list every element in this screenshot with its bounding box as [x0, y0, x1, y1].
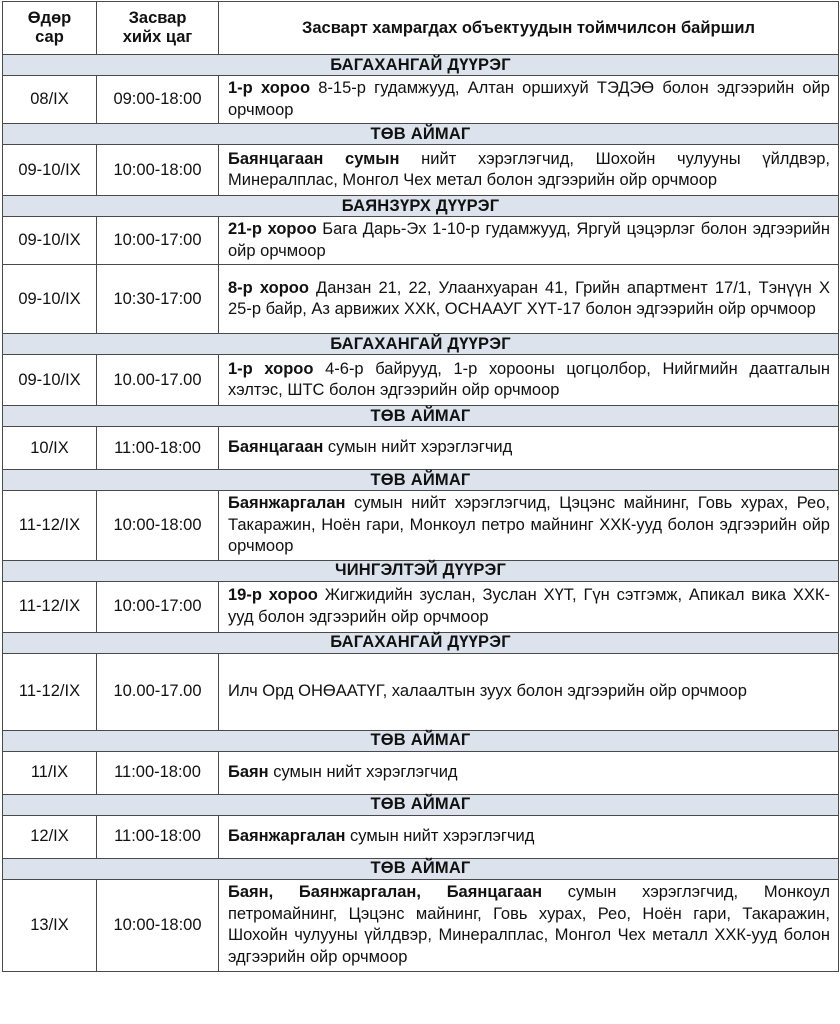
section-row [3, 55, 839, 76]
time-cell: 10:00-18:00 [97, 879, 219, 971]
location-cell [219, 145, 839, 196]
location-cell [219, 581, 839, 632]
location-text: сумын нийт хэрэглэгчид [268, 762, 458, 781]
location-text: 8-15-р гудамжууд, Алтан оршихуй ТЭДЭӨ болон эдгээрийн ойр орчмоор [228, 79, 830, 119]
location-text: сумын нийт хэрэглэгчид [345, 826, 535, 845]
schedule-row [3, 751, 839, 794]
schedule-row [3, 355, 839, 406]
header-row [3, 2, 839, 55]
location-highlight: Баянцагаан [228, 438, 324, 457]
time-cell: 10:30-17:00 [97, 265, 219, 334]
time-cell: 09:00-18:00 [97, 76, 219, 124]
section-row [3, 858, 839, 879]
date-cell: 11-12/IX [3, 653, 97, 730]
header-date [3, 2, 97, 55]
date-cell: 11-12/IX [3, 581, 97, 632]
location-text: Данзан 21, 22, Улаанхуаран 41, Грийн апартмент 17/1, Тэнүүн Х 25-р байр, Аз арвижих ХХК, ОСНААУГ ХҮТ-17 болон эдгээрийн ойр орчмоор [228, 278, 830, 318]
time-cell: 11:00-18:00 [97, 815, 219, 858]
schedule-row [3, 217, 839, 265]
schedule-row [3, 145, 839, 196]
section-row [3, 470, 839, 491]
section-title: ТӨВ АЙМАГ [3, 406, 839, 427]
time-cell: 10:00-18:00 [97, 491, 219, 561]
location-cell [219, 427, 839, 470]
location-cell [219, 751, 839, 794]
section-row [3, 560, 839, 581]
location-cell [219, 76, 839, 124]
time-cell: 10:00-17:00 [97, 581, 219, 632]
location-highlight: Баян, Баянжаргалан, Баянцагаан [228, 883, 543, 901]
location-highlight: Баянжаргалан [228, 494, 346, 512]
location-text: сумын хэрэглэгчид, Монкоул петромайнинг, Цэцэнс майнинг, Говь хурах, Рео, Ноён гари, Такаражин, Шохойн чулууны үйлдвэр, Минералплас, Монгол Чех металл ХХК-ууд болон эдгээрийн ойр орчмоор [228, 883, 830, 966]
date-cell: 10/IX [3, 427, 97, 470]
time-cell: 11:00-18:00 [97, 751, 219, 794]
schedule-row [3, 879, 839, 971]
location-text: сумын нийт хэрэглэгчид [323, 438, 513, 457]
schedule-row [3, 265, 839, 334]
time-cell: 10.00-17.00 [97, 653, 219, 730]
location-text: нийт хэрэглэгчид, Шохойн чулууны үйлдвэр, Минералплас, Монгол Чех метал болон эдгээрийн ойр орчмоор [228, 149, 830, 189]
location-cell [219, 653, 839, 730]
section-title: ЧИНГЭЛТЭЙ ДҮҮРЭГ [3, 560, 839, 581]
time-cell: 10.00-17.00 [97, 355, 219, 406]
section-title: БАГАХАНГАЙ ДҮҮРЭГ [3, 334, 839, 355]
section-row [3, 632, 839, 653]
schedule-row [3, 76, 839, 124]
date-cell: 12/IX [3, 815, 97, 858]
section-title: БАЯНЗҮРХ ДҮҮРЭГ [3, 196, 839, 217]
time-cell: 11:00-18:00 [97, 427, 219, 470]
location-highlight: Баянжаргалан [228, 826, 346, 845]
header-location: Засварт хамрагдах объектуудын тоймчилсон байршил [219, 2, 839, 55]
section-title: ТӨВ АЙМАГ [3, 470, 839, 491]
date-cell: 11/IX [3, 751, 97, 794]
section-row [3, 196, 839, 217]
section-row [3, 794, 839, 815]
location-cell [219, 217, 839, 265]
date-cell: 09-10/IX [3, 145, 97, 196]
location-cell [219, 879, 839, 971]
location-highlight: 8-р хороо [228, 278, 309, 297]
header-time-text: Засвар хийх цаг [122, 9, 193, 46]
schedule-body [3, 55, 839, 972]
section-row [3, 334, 839, 355]
schedule-row [3, 581, 839, 632]
location-highlight: 21-р хороо [228, 220, 317, 238]
header-time [97, 2, 219, 55]
location-highlight: Баян [228, 762, 269, 781]
schedule-table [2, 1, 839, 972]
location-cell [219, 815, 839, 858]
location-text: 4-6-р байрууд, 1-р хорооны цогцолбор, Нийгмийн даатгалын хэлтэс, ШТС болон эдгээрийн ойр орчмоор [228, 359, 830, 399]
location-highlight: 1-р хороо [228, 359, 314, 378]
time-cell: 10:00-17:00 [97, 217, 219, 265]
section-row [3, 406, 839, 427]
section-row [3, 730, 839, 751]
date-cell: 09-10/IX [3, 265, 97, 334]
section-row [3, 124, 839, 145]
schedule-row [3, 491, 839, 561]
location-cell [219, 355, 839, 406]
location-text: сумын нийт хэрэглэгчид, Цэцэнс майнинг, Говь хурах, Рео, Такаражин, Ноён гари, Монкоул петро майнинг ХХК-ууд болон эдгээрийн ойр орчмоор [228, 494, 830, 555]
location-highlight: 19-р хороо [228, 586, 318, 604]
schedule-row [3, 653, 839, 730]
date-cell: 08/IX [3, 76, 97, 124]
location-cell [219, 265, 839, 334]
location-highlight: Баянцагаан сумын [228, 149, 400, 168]
location-cell [219, 491, 839, 561]
schedule-row [3, 815, 839, 858]
section-title: БАГАХАНГАЙ ДҮҮРЭГ [3, 632, 839, 653]
location-text: Жигжидийн зуслан, Зуслан ХҮТ, Гүн сэтгэмж, Апикал вика ХХК-ууд болон эдгээрийн ойр орчмоор [228, 586, 831, 626]
section-title: БАГАХАНГАЙ ДҮҮРЭГ [3, 55, 839, 76]
date-cell: 09-10/IX [3, 355, 97, 406]
section-title: ТӨВ АЙМАГ [3, 124, 839, 145]
section-title: ТӨВ АЙМАГ [3, 730, 839, 751]
schedule-row [3, 427, 839, 470]
date-cell: 09-10/IX [3, 217, 97, 265]
date-cell: 13/IX [3, 879, 97, 971]
section-title: ТӨВ АЙМАГ [3, 794, 839, 815]
location-text: Илч Орд ОНӨААТҮГ, халаалтын зуух болон эдгээрийн ойр орчмоор [228, 681, 747, 700]
time-cell: 10:00-18:00 [97, 145, 219, 196]
location-text: Бага Дарь-Эх 1-10-р гудамжууд, Яргуй цэцэрлэг болон эдгээрийн ойр орчмоор [228, 220, 830, 260]
date-cell: 11-12/IX [3, 491, 97, 561]
section-title: ТӨВ АЙМАГ [3, 858, 839, 879]
location-highlight: 1-р хороо [228, 79, 311, 97]
header-date-text: Өдөр сар [27, 9, 72, 46]
